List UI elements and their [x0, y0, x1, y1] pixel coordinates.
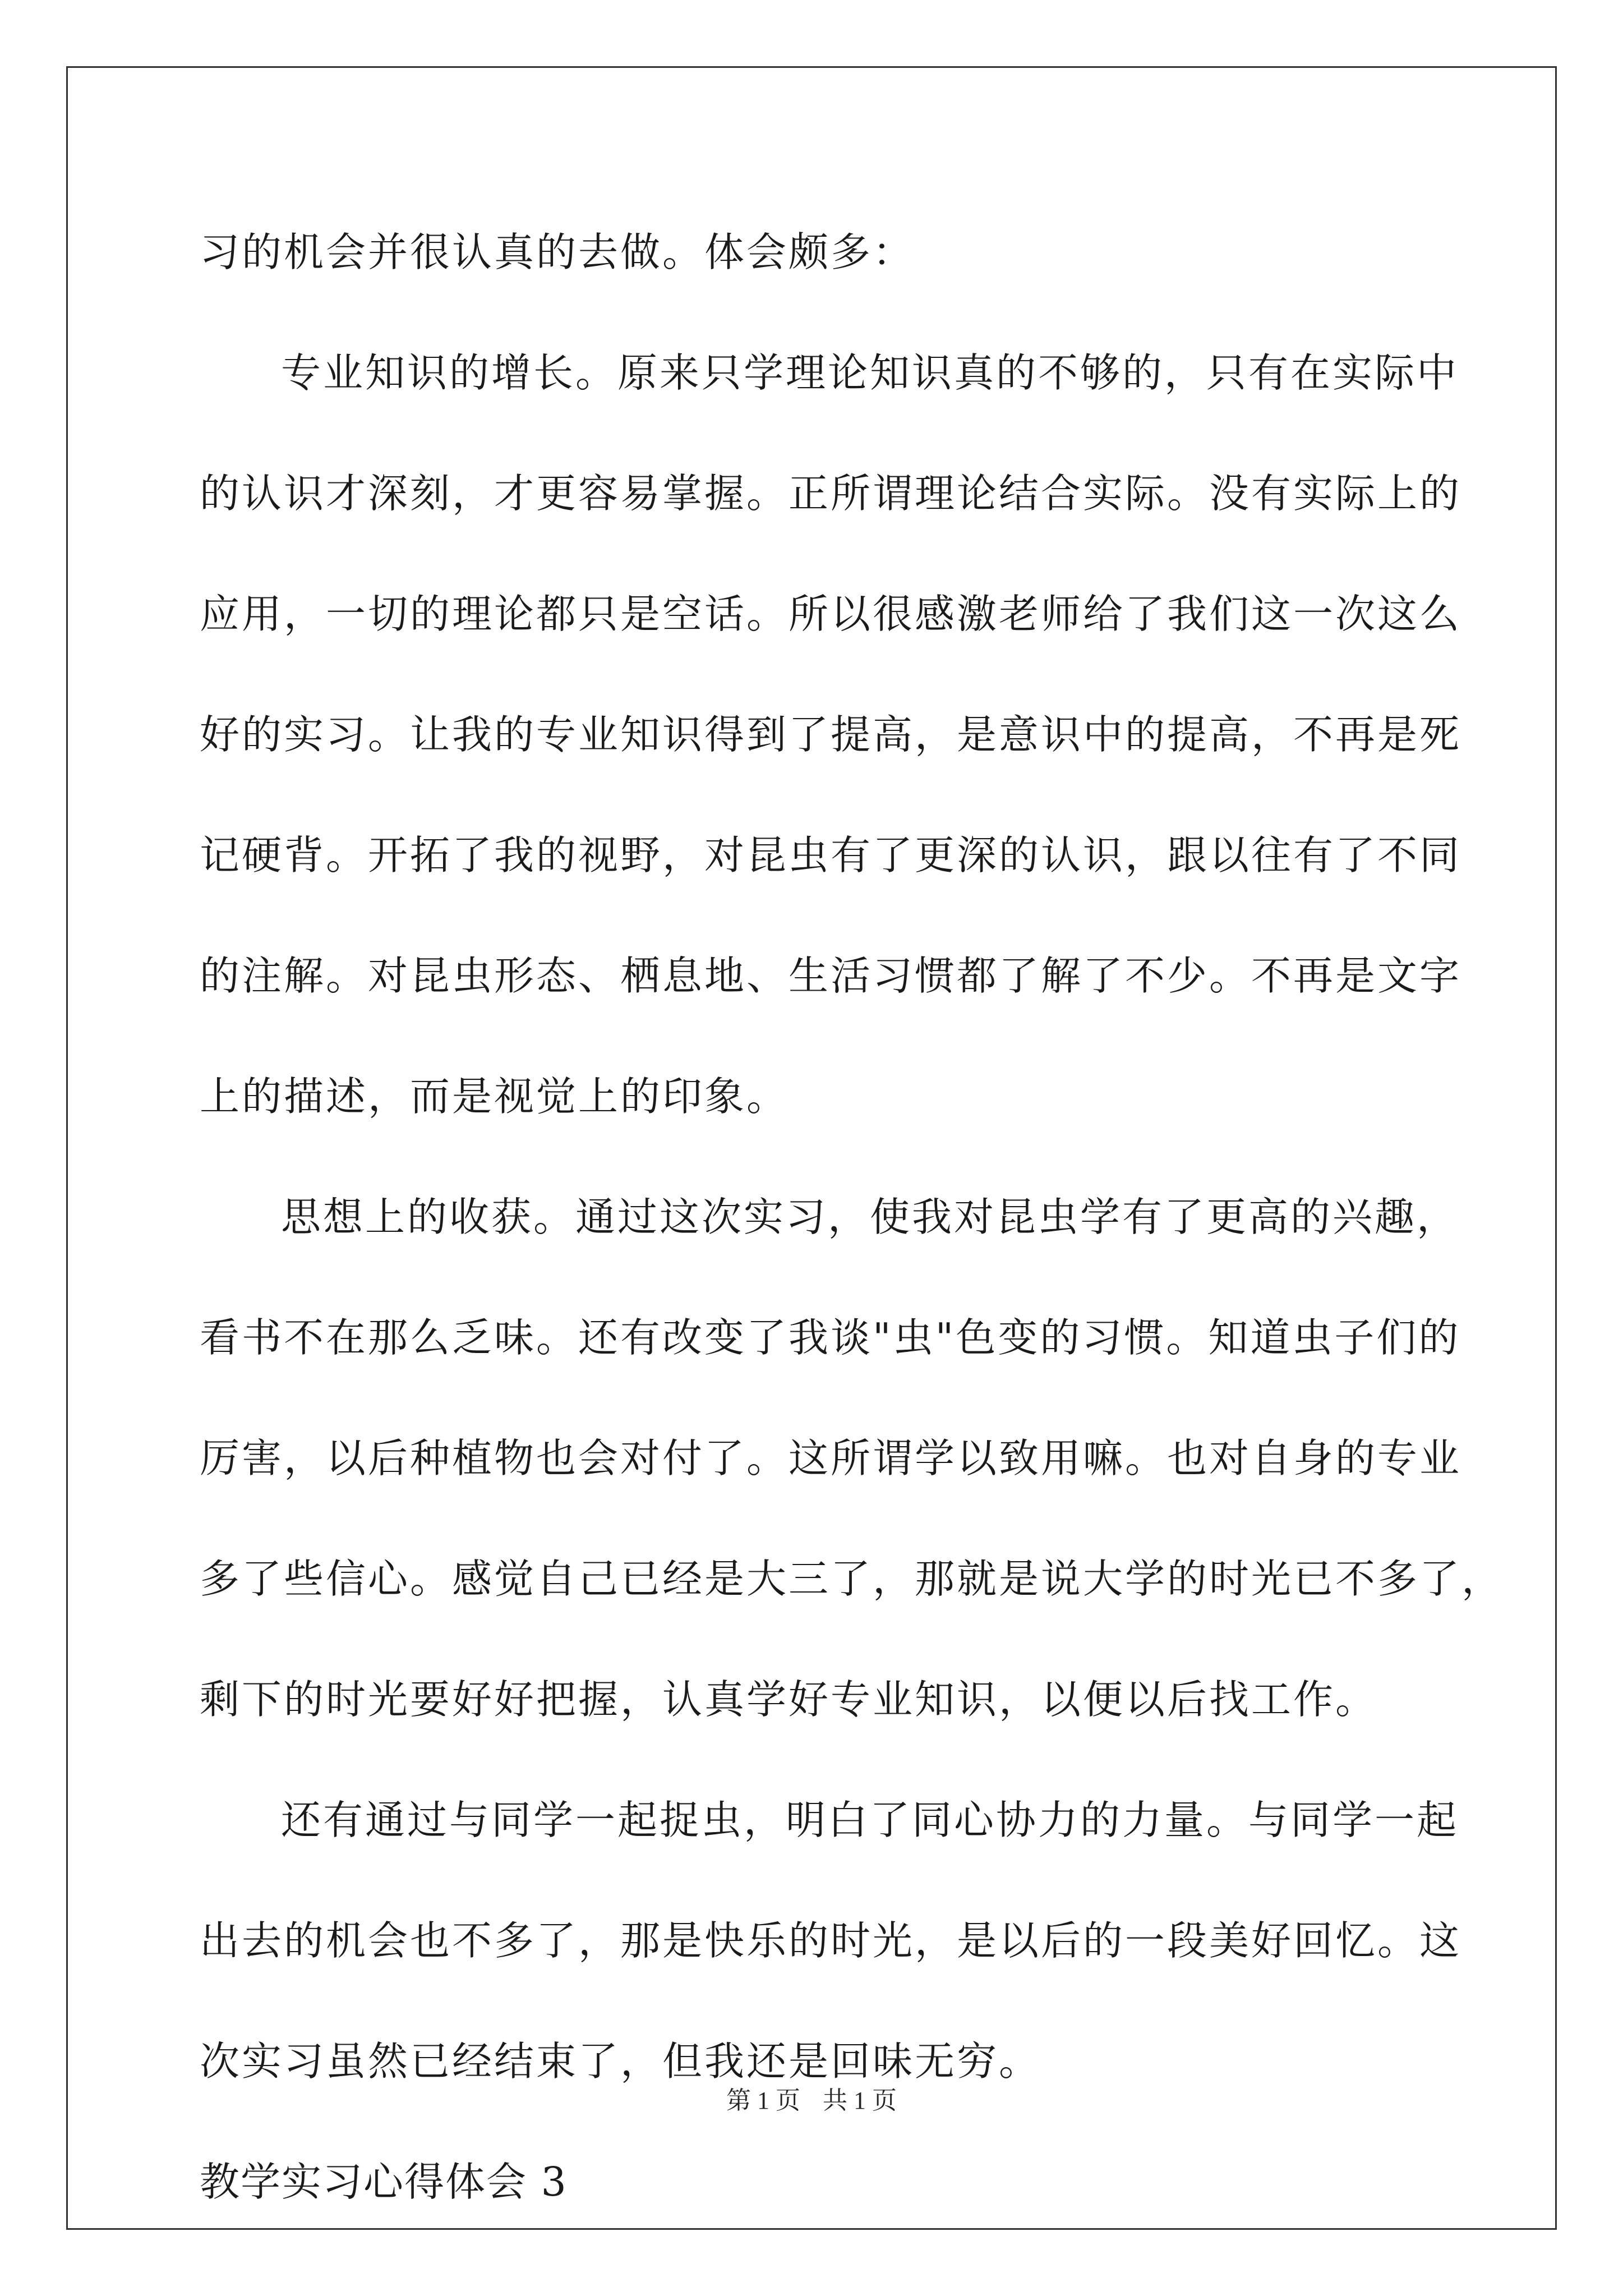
text-line: 出去的机会也不多了，那是快乐的时光，是以后的一段美好回忆。这 — [200, 1917, 1462, 1964]
text-line: 的注解。对昆虫形态、栖息地、生活习惯都了解了不少。不再是文字 — [200, 953, 1462, 999]
page-number: 第 1 页 — [726, 2087, 800, 2114]
text-line: 多了些信心。感觉自己已经是大三了，那就是说大学的时光已不多了， — [200, 1556, 1504, 1602]
text-line: 的认识才深刻，才更容易掌握。正所谓理论结合实际。没有实际上的 — [200, 470, 1462, 517]
text-line: 次实习虽然已经结束了，但我还是回味无穷。 — [200, 2038, 1041, 2085]
text-line: 看书不在那么乏味。还有改变了我谈"虫"色变的习惯。知道虫子们的 — [200, 1314, 1461, 1361]
paragraph-start-line: 专业知识的增长。原来只学理论知识真的不够的，只有在实际中 — [281, 349, 1459, 396]
text-line: 习的机会并很认真的去做。体会颇多： — [200, 229, 915, 275]
paragraph-start-line: 思想上的收获。通过这次实习，使我对昆虫学有了更高的兴趣， — [281, 1194, 1459, 1240]
text-line: 剩下的时光要好好把握，认真学好专业知识，以便以后找工作。 — [200, 1676, 1378, 1723]
page-total: 共 1 页 — [823, 2087, 897, 2114]
paragraph-start-line: 还有通过与同学一起捉虫，明白了同心协力的力量。与同学一起 — [281, 1797, 1459, 1843]
page-footer — [0, 2084, 1623, 2118]
text-line: 上的描述，而是视觉上的印象。 — [200, 1073, 789, 1120]
document-body — [200, 208, 1504, 2258]
section-heading: 教学实习心得体会 3 — [200, 2159, 568, 2205]
text-line: 厉害，以后种植物也会对付了。这所谓学以致用嘛。也对自身的专业 — [200, 1435, 1462, 1481]
text-line: 好的实习。让我的专业知识得到了提高，是意识中的提高，不再是死 — [200, 711, 1462, 758]
text-line: 应用，一切的理论都只是空话。所以很感激老师给了我们这一次这么 — [200, 591, 1462, 637]
text-line: 记硬背。开拓了我的视野，对昆虫有了更深的认识，跟以往有了不同 — [200, 832, 1462, 878]
